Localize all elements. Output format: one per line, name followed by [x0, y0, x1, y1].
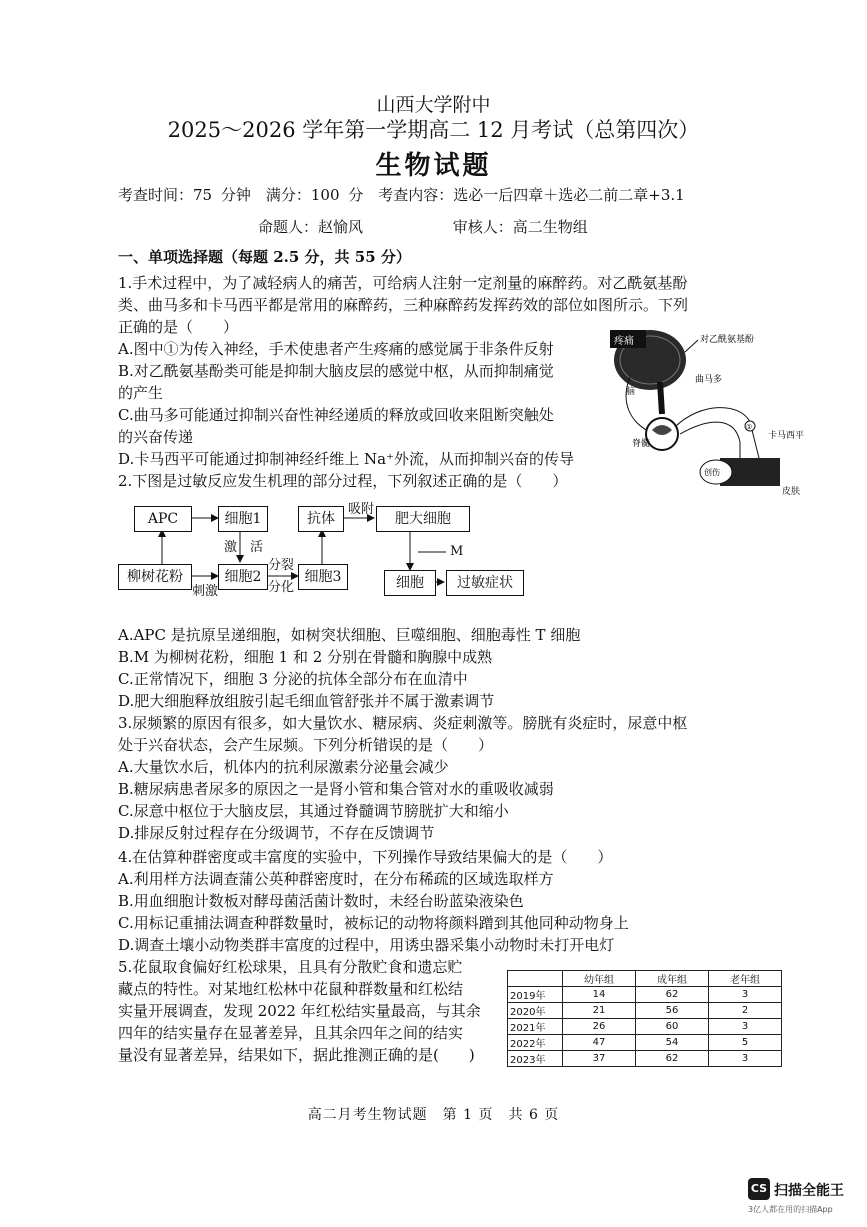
table-row [508, 1051, 782, 1067]
table-row [508, 1035, 782, 1051]
q2-options [118, 624, 580, 712]
q5-line: 藏点的特性。对某地红松林中花鼠种群数量和红松结 [118, 980, 464, 998]
q3-line: 处于兴奋状态，会产生尿频。下列分析错误的是（ ） [118, 736, 494, 754]
drug-c-label: 卡马西平 [768, 431, 805, 441]
m-label: M [450, 544, 464, 559]
marker-label: ① [746, 423, 753, 431]
q4-option-c: C.用标记重捕法调查种群数量时，被标记的动物将颜料蹭到其他同种动物身上 [118, 914, 629, 932]
table-header-row [508, 971, 782, 987]
q2-option-a: A.APC 是抗原呈递细胞，如树突状细胞、巨噬细胞、细胞毒性 T 细胞 [118, 626, 581, 644]
allergy-flow-diagram [118, 496, 538, 600]
q4-line: 4.在估算种群密度或丰富度的实验中，下列操作导致结果偏大的是（ ） [118, 848, 613, 866]
table-cell: 5 [709, 1035, 782, 1051]
page-footer: 高二月考生物试题 第 1 页 共 6 页 [307, 1107, 560, 1123]
table-cell: 3 [709, 1019, 782, 1035]
drug-a-label: 对乙酰氨基酚 [700, 335, 755, 345]
year-cell: 2022年 [508, 1035, 563, 1051]
q3-option-a: A.大量饮水后，机体内的抗利尿激素分泌量会减少 [118, 758, 449, 776]
q5-line: 量没有显著差异，结果如下，据此推测正确的是( ) [118, 1046, 475, 1064]
table-cell: 3 [709, 1051, 782, 1067]
table-cell: 2 [709, 1003, 782, 1019]
cell-box: 细胞 [384, 570, 436, 596]
table-cell: 37 [563, 1051, 636, 1067]
table-row [508, 987, 782, 1003]
author-label: 命题人：赵愉风 [258, 218, 364, 236]
mast-cell-box: 肥大细胞 [376, 506, 470, 532]
brain-label: 脑 [626, 387, 636, 397]
scanner-tagline: 3亿人都在用的扫描App [748, 1205, 833, 1214]
question-5 [118, 956, 481, 1066]
question-4 [118, 846, 629, 956]
q3-option-b: B.糖尿病患者尿多的原因之一是肾小管和集合管对水的重吸收减弱 [118, 780, 554, 798]
cell3-box: 细胞3 [298, 564, 348, 590]
table-cell: 26 [563, 1019, 636, 1035]
symptom-box: 过敏症状 [446, 570, 524, 596]
pain-label: 疼痛 [614, 336, 634, 347]
population-table [507, 970, 782, 1067]
wound-label: 创伤 [704, 468, 720, 477]
antibody-box: 抗体 [298, 506, 344, 532]
table-header: 幼年组 [563, 971, 636, 987]
nerve-pathway-figure [590, 322, 805, 502]
drug-b-label: 曲马多 [695, 375, 723, 385]
q3-option-d: D.排尿反射过程存在分级调节，不存在反馈调节 [118, 824, 435, 842]
q1-option-b-cont: 的产生 [118, 384, 164, 402]
table-row [508, 1019, 782, 1035]
q5-line: 四年的结实量存在显著差异，且其余四年之间的结实 [118, 1024, 464, 1042]
authors-row [258, 216, 588, 237]
divide-label: 分裂 [268, 558, 295, 573]
year-cell: 2019年 [508, 987, 563, 1003]
table-cell: 60 [636, 1019, 709, 1035]
cell2-box: 细胞2 [218, 564, 268, 590]
cell1-box: 细胞1 [218, 506, 268, 532]
table-cell: 62 [636, 987, 709, 1003]
q2-option-d: D.肥大细胞释放组胺引起毛细血管舒张并不属于激素调节 [118, 692, 495, 710]
q1-option-b: B.对乙酰氨基酚类可能是抑制大脑皮层的感觉中枢，从而抑制痛觉 [118, 362, 554, 380]
year-cell: 2020年 [508, 1003, 563, 1019]
stimulate-label: 刺激 [192, 584, 219, 599]
table-cell: 21 [563, 1003, 636, 1019]
q2-stem: 2.下图是过敏反应发生机理的部分过程，下列叙述正确的是（ ） [118, 472, 568, 490]
question-3 [118, 712, 687, 844]
adsorb-label: 吸附 [348, 502, 375, 517]
scanner-logo-icon: CS [748, 1178, 770, 1200]
table-cell: 56 [636, 1003, 709, 1019]
exam-title: 2025～2026 学年第一学期高二 12 月考试（总第四次） [167, 118, 700, 142]
q4-option-b: B.用血细胞计数板对酵母菌活菌计数时，未经台盼蓝染液染色 [118, 892, 524, 910]
table-cell: 3 [709, 987, 782, 1003]
q3-line: 3.尿频繁的原因有很多，如大量饮水、糖尿病、炎症刺激等。膀胱有炎症时，尿意中枢 [118, 714, 688, 732]
q5-line: 实量开展调查，发现 2022 年红松结实量最高，与其余 [118, 1002, 481, 1020]
table-header [508, 971, 563, 987]
activate-label: 激 活 [224, 540, 264, 555]
table-cell: 54 [636, 1035, 709, 1051]
q1-line: 类、曲马多和卡马西平都是常用的麻醉药，三种麻醉药发挥药效的部位如图所示。下列 [118, 296, 689, 314]
table-cell: 14 [563, 987, 636, 1003]
q1-option-d: D.卡马西平可能通过抑制神经纤维上 Na⁺外流，从而抑制兴奋的传导 [118, 450, 575, 468]
q4-option-d: D.调查土壤小动物类群丰富度的过程中，用诱虫器采集小动物时未打开电灯 [118, 936, 615, 954]
q1-line: 正确的是（ ） [118, 318, 239, 336]
q3-option-c: C.尿意中枢位于大脑皮层，其通过脊髓调节膀胱扩大和缩小 [118, 802, 509, 820]
spine-label: 脊髓 [632, 439, 651, 449]
scanner-watermark [748, 1178, 858, 1218]
year-cell: 2021年 [508, 1019, 563, 1035]
q1-option-a: A.图中①为传入神经，手术使患者产生疼痛的感觉属于非条件反射 [118, 340, 554, 358]
q2-option-c: C.正常情况下，细胞 3 分泌的抗体全部分布在血清中 [118, 670, 468, 688]
exam-meta: 考查时间：75 分钟 满分：100 分 考查内容：选必一后四章＋选必二前二章+3.1 [118, 186, 685, 204]
table-row [508, 1003, 782, 1019]
table-cell: 47 [563, 1035, 636, 1051]
q1-line: 1.手术过程中，为了减轻病人的痛苦，可给病人注射一定剂量的麻醉药。对乙酰氨基酚 [118, 274, 688, 292]
q4-option-a: A.利用样方法调查蒲公英种群密度时，在分布稀疏的区域选取样方 [118, 870, 554, 888]
q2-option-b: B.M 为柳树花粉，细胞 1 和 2 分别在骨髓和胸腺中成熟 [118, 648, 493, 666]
table-header: 成年组 [636, 971, 709, 987]
table-header: 老年组 [709, 971, 782, 987]
scanner-name: 扫描全能王 [774, 1183, 844, 1199]
differentiate-label: 分化 [268, 580, 295, 595]
school-name: 山西大学附中 [376, 94, 491, 116]
section-heading: 一、单项选择题（每题 2.5 分，共 55 分） [118, 248, 411, 266]
q1-option-c-cont: 的兴奋传递 [118, 428, 194, 446]
pollen-box: 柳树花粉 [118, 564, 192, 590]
q5-line: 5.花鼠取食偏好红松球果，且具有分散贮食和遗忘贮 [118, 958, 463, 976]
reviewer-label: 审核人：高二生物组 [452, 218, 588, 236]
skin-label: 皮肤 [782, 487, 801, 497]
subject-title: 生物试题 [375, 151, 492, 181]
q1-option-c: C.曲马多可能通过抑制兴奋性神经递质的释放或回收来阻断突触处 [118, 406, 554, 424]
table-cell: 62 [636, 1051, 709, 1067]
year-cell: 2023年 [508, 1051, 563, 1067]
apc-box: APC [134, 506, 192, 532]
